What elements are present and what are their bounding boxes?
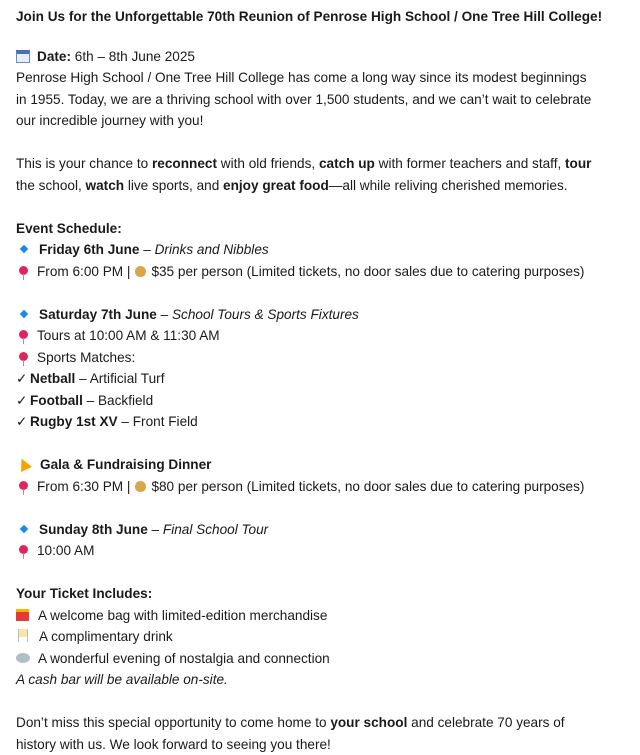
gift-icon [16, 609, 29, 621]
sport-name: Netball [30, 371, 75, 386]
chance-bold: reconnect [152, 156, 217, 171]
date-value: 6th – 8th June 2025 [71, 49, 195, 64]
pushpin-icon [19, 481, 28, 490]
matches-text: Sports Matches: [37, 350, 135, 365]
sport-football [16, 390, 626, 412]
friday-time: From 6:00 PM | [37, 264, 130, 279]
saturday-line [16, 304, 626, 326]
ticket-item [16, 605, 626, 627]
chance-line-2 [16, 175, 626, 197]
sunday-time [16, 540, 626, 562]
ticket-item-text: A welcome bag with limited-edition merchandise [38, 608, 327, 623]
ticket-item [16, 648, 626, 670]
sport-place: – Artificial Turf [75, 371, 164, 386]
sport-netball [16, 368, 626, 390]
chance-line-1 [16, 153, 626, 175]
chance-text: the school, [16, 178, 86, 193]
chance-text: —all while reliving cherished memories. [329, 178, 568, 193]
date-line [16, 46, 626, 68]
chance-text: with former teachers and staff, [375, 156, 565, 171]
ticket-heading [16, 583, 626, 605]
pushpin-icon [19, 266, 28, 275]
sunday-time-text: 10:00 AM [37, 543, 94, 558]
check-icon: ✓ [16, 368, 30, 390]
intro-line-3: our incredible journey with you! [16, 110, 626, 132]
intro-line-2: in 1955. Today, we are a thriving school with over 1,500 students, and we can’t wait to celebrate [16, 89, 626, 111]
sport-name: Football [30, 393, 83, 408]
gala-time: From 6:30 PM | [37, 479, 130, 494]
cash-bar-note: A cash bar will be available on-site. [16, 669, 626, 691]
schedule-heading [16, 218, 626, 240]
ticket-item-text: A wonderful evening of nostalgia and connection [38, 651, 330, 666]
check-icon: ✓ [16, 390, 30, 412]
saturday-tours [16, 325, 626, 347]
friday-line [16, 239, 626, 261]
sport-name: Rugby 1st XV [30, 414, 118, 429]
ticket-item-text: A complimentary drink [39, 629, 173, 644]
chance-bold: enjoy great food [223, 178, 329, 193]
party-popper-icon [16, 456, 32, 472]
separator: – [157, 307, 172, 322]
sunday-day: Sunday 8th June [39, 522, 148, 537]
closing-text: and celebrate 70 years of [407, 715, 564, 730]
separator: – [139, 242, 154, 257]
ticket-item [16, 626, 626, 648]
plate-icon [16, 653, 30, 663]
chance-text: This is your chance to [16, 156, 152, 171]
sunday-line [16, 519, 626, 541]
saturday-title: School Tours & Sports Fixtures [172, 307, 359, 322]
friday-title: Drinks and Nibbles [155, 242, 269, 257]
calendar-icon [16, 50, 30, 63]
gala-title: Gala & Fundraising Dinner [40, 457, 211, 472]
closing-line-2: history with us. We look forward to seeing you there! [16, 734, 626, 755]
gala-detail [16, 476, 626, 498]
date-label: Date: [37, 49, 71, 64]
friday-day: Friday 6th June [39, 242, 139, 257]
tours-text: Tours at 10:00 AM & 11:30 AM [37, 328, 220, 343]
blue-diamond-icon [20, 524, 28, 532]
blue-diamond-icon [20, 309, 28, 317]
pushpin-icon [19, 352, 28, 361]
sport-place: – Backfield [83, 393, 153, 408]
sport-place: – Front Field [118, 414, 198, 429]
friday-detail [16, 261, 626, 283]
saturday-matches [16, 347, 626, 369]
friday-price: $35 per person (Limited tickets, no door sales due to catering purposes) [151, 264, 584, 279]
chance-bold: watch [86, 178, 125, 193]
sunday-title: Final School Tour [163, 522, 268, 537]
separator: – [148, 522, 163, 537]
gala-line [16, 454, 626, 476]
saturday-day: Saturday 7th June [39, 307, 157, 322]
schedule-heading-text: Event Schedule: [16, 221, 122, 236]
gala-price: $80 per person (Limited tickets, no door sales due to catering purposes) [151, 479, 584, 494]
ticket-heading-text: Your Ticket Includes: [16, 586, 152, 601]
chance-text: live sports, and [124, 178, 223, 193]
money-bag-icon [135, 266, 146, 277]
chance-text: with old friends, [217, 156, 319, 171]
pushpin-icon [19, 330, 28, 339]
check-icon: ✓ [16, 411, 30, 433]
closing-bold: your school [330, 715, 407, 730]
pushpin-icon [19, 545, 28, 554]
money-bag-icon [135, 481, 146, 492]
closing-text: Don’t miss this special opportunity to come home to [16, 715, 330, 730]
page-title: Join Us for the Unforgettable 70th Reunion of Penrose High School / One Tree Hill College! [16, 6, 626, 28]
closing-line-1 [16, 712, 626, 734]
sport-rugby [16, 411, 626, 433]
blue-diamond-icon [20, 245, 28, 253]
chance-bold: catch up [319, 156, 375, 171]
champagne-glass-icon [18, 629, 28, 642]
intro-line-1: Penrose High School / One Tree Hill College has come a long way since its modest beginnings [16, 67, 626, 89]
chance-bold: tour [565, 156, 591, 171]
